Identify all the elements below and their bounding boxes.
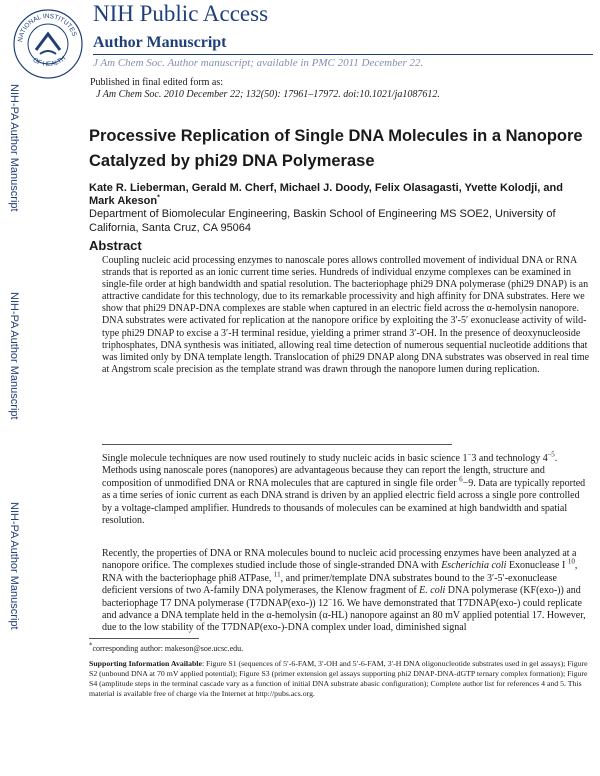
sidebar-label-1: NIH-PA Author Manuscript (8, 84, 20, 212)
abstract-text: Coupling nucleic acid processing enzymes to nanoscale pores allows controlled movement of individual DNA or RNA strands that is reported as an ionic current time series. Hundreds of individual enzyme complexes can be examined in single-file order at high bandwidth and spatial resolution. The bacteriophage phi29 DNA polymerase (phi29 DNAP) is an attractive candidate for this technology, due to its remarkable processivity and high affinity for DNA substrates. Here we show that phi29 DNAP-DNA complexes are stable when captured in an electric field across the α-hemolysin nanopore. DNA substrates were activated for replication at the nanopore orifice by exploiting the 3′-5′ exonuclease activity of wild-type phi29 DNAP to excise a 3′-H terminal residue, yielding a primer strand 3′-OH. In the presence of deoxynucleoside triphosphates, DNA synthesis was initiated, allowing real time detection of numerous sequential nucleotide additions that was limited only by DNA template length. Translocation of phi29 DNAP along DNA substrates was observed in real time at Angstrom scale precision as the template strand was drawn through the nanopore lumen during replication. (102, 255, 590, 375)
authors-line-b: Mark Akeson (89, 195, 158, 207)
corresponding-author-note (89, 641, 244, 653)
author-footnote-mark: * (157, 194, 160, 202)
seal-text-bottom: OF HEALTH (31, 55, 68, 69)
header-subtitle: Author Manuscript (93, 34, 227, 51)
p2-part-d: , and primer/template DNA substrates bound to the 3′-5′-exonuclease deficient versions of two A-family DNA polymerases, the Klenow fragment of (102, 572, 557, 597)
article-title-line1: Processive Replication of Single DNA Molecules in a Nanopore (89, 127, 583, 145)
p1-sup-1: − (467, 450, 472, 459)
p1-sup-3: 6 (459, 475, 463, 484)
p1-sup-2: –5 (547, 450, 555, 459)
p2-ecoli: Escherichia coli (441, 560, 507, 572)
sidebar-label-3: NIH-PA Author Manuscript (8, 502, 20, 630)
body-paragraph-1 (102, 450, 588, 527)
p2-sup-2: 11 (273, 570, 281, 579)
author-affiliation: Department of Biomolecular Engineering, Baskin School of Engineering MS SOE2, University of California, Santa Cruz, CA 95064 (89, 208, 556, 234)
supporting-information-note (89, 659, 589, 699)
p1-part-d: −9. Data are typically reported as a time series of ionic current as each DNA strand is driven by an applied electric field across a single pore controlled by a voltage-clamped amplifier. Hundreds to thousands of molecules can be examined at high bandwidth and spatial resolution. (102, 477, 586, 527)
authors-line-a: Kate R. Lieberman, Gerald M. Cherf, Michael J. Doody, Felix Olasagasti, Yvette Kolodji, and (89, 182, 563, 194)
p2-part-f: 16. We have demonstrated that T7DNAP(exo-) could replicate and advance a DNA template held in the α-hemolysin (α-HL) nanopore against an 80 mV applied potential 17. However, due to the low stability of the T7DNAP(exo-)-DNA complex under load, diminished signal (102, 597, 586, 634)
header-citation: J Am Chem Soc. Author manuscript; available in PMC 2011 December 22. (93, 57, 424, 69)
seal-text-top: NATIONAL INSTITUTES (17, 12, 78, 43)
published-citation (96, 89, 440, 100)
article-title-line2: Catalyzed by phi29 DNA Polymerase (89, 152, 375, 170)
corr-mark: * (89, 641, 93, 650)
footnote-divider (89, 638, 199, 639)
p2-sup-3: − (328, 595, 333, 604)
p1-part-b: 3 and technology 4 (471, 453, 548, 464)
article-title (89, 124, 589, 174)
published-citation-text: J Am Chem Soc. 2010 December 22; 132(50): 17961–17972. doi:10.1021/ja1087612. (96, 89, 440, 100)
p2-ecoli-2: E. coli (419, 585, 446, 597)
header-title: NIH Public Access (93, 1, 269, 26)
p2-part-a: Recently, the properties of DNA or RNA molecules bound to nucleic acid processing enzymes have been analyzed at a nanopore orifice. The complexes studied include those of single-stranded DNA with (102, 548, 577, 572)
p2-part-b: Exonuclease I (506, 560, 568, 572)
p2-part-e: DNA polymerase (KF(exo-)) and bacteriophage T7 DNA polymerase (T7DNAP(exo-)) 12 (102, 585, 581, 609)
header-divider (93, 54, 593, 55)
p2-sup-1: 10 (567, 558, 575, 567)
abstract-heading: Abstract (89, 238, 142, 253)
p1-part-a: Single molecule techniques are now used routinely to study nucleic acids in basic science 1 (102, 453, 468, 464)
section-divider (102, 444, 452, 445)
supp-label: Supporting Information Available (89, 659, 202, 668)
sidebar-label-2: NIH-PA Author Manuscript (8, 292, 20, 420)
supp-text: : Figure S1 (sequences of 5′-6-FAM, 3′-OH and 5′-6-FAM, 3′-H DNA oligonucleotide substrates used in gel assays); Figure S2 (unbound DNA at 70 mV applied potential); Figure S3 (primer extension gel assays supporting phi2 DNAP-DNA-dGTP ternary complex formation); Figure S4 (amplitude steps in the terminal cascade vary as a function of initial DNA substrate abasic configuration); Complete author list for references 4 and 5. This material is available free of charge via the Internet at http://pubs.acs.org. (89, 659, 588, 698)
published-label: Published in final edited form as: (90, 77, 224, 88)
corr-text: corresponding author: makeson@soe.ucsc.edu. (92, 644, 244, 653)
p1-part-c: . Methods using nanoscale pores (nanopores) are advantageous because they can report the length, structure and composition of unmodified DNA or RNA molecules that are captured in single file order (102, 453, 558, 489)
body-paragraph-2 (102, 548, 588, 635)
nih-seal-logo (10, 4, 86, 80)
article-authors (89, 182, 589, 208)
p2-part-c: , RNA with the bacteriophage phi8 ATPase, (102, 560, 578, 584)
